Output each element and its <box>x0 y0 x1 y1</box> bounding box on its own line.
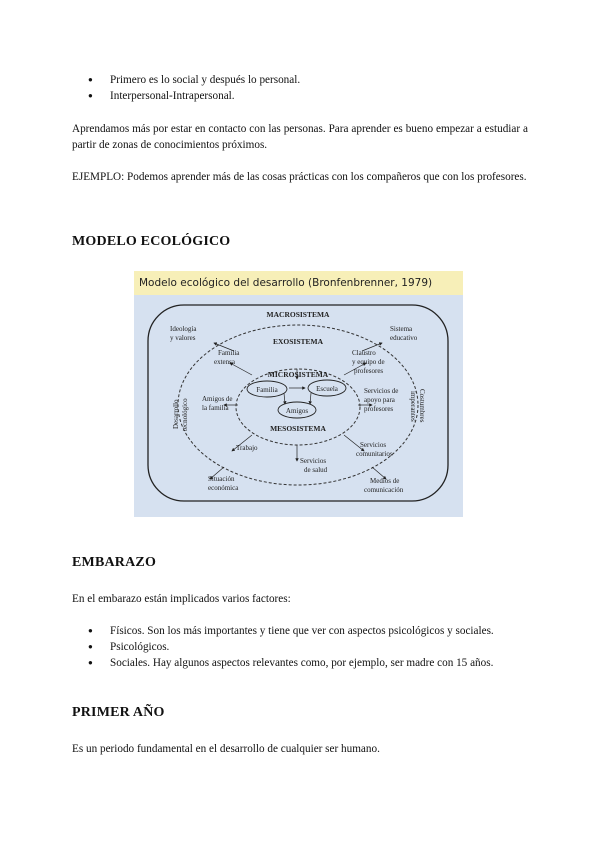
macrosistema-label: MACROSISTEMA <box>266 310 330 319</box>
heading-embarazo: EMBARAZO <box>72 555 157 570</box>
paragraph-1: Aprendamos más por estar en contacto con las personas. Para aprender es bueno empezar a estudiar a partir de zonas de conocimientos próximos. <box>72 123 528 151</box>
arrow <box>310 393 311 404</box>
servicios-apoyo-label-1: Servicios de <box>364 387 399 395</box>
escuela-label: Escuela <box>316 385 338 393</box>
amigos-label: Amigos <box>285 407 309 415</box>
claustro-label-3: profesores <box>354 367 384 375</box>
servicios-comunitarios-label-2: comunitarios <box>356 450 393 458</box>
ideologia-label-2: y valores <box>170 334 196 342</box>
servicios-salud-label-1: Servicios <box>300 457 327 465</box>
ecological-model-figure <box>134 271 463 517</box>
amigos-familia-label-2: la familia <box>202 404 229 412</box>
claustro-label-2: y equipo de <box>352 358 385 366</box>
costumbres-label-2: imperantes <box>409 391 417 422</box>
list-item: ● Primero es lo social y después lo personal. <box>72 72 300 88</box>
microsistema-label: MICROSISTEMA <box>267 370 329 379</box>
arrow <box>284 393 285 404</box>
sistema-educativo-label-1: Sistema <box>390 325 413 333</box>
ecological-model-diagram <box>134 295 463 517</box>
servicios-apoyo-label-2: apoyo para <box>364 396 395 404</box>
trabajo-label: Trabajo <box>236 444 258 452</box>
servicios-apoyo-label-3: profesores <box>364 405 394 413</box>
figure-caption: Modelo ecológico del desarrollo (Bronfenbrenner, 1979) <box>134 271 463 295</box>
list-item: ● Sociales. Hay algunos aspectos relevantes como, por ejemplo, ser madre con 15 años. <box>72 655 494 671</box>
bullet-list-2 <box>72 623 494 671</box>
paragraph-4: Es un periodo fundamental en el desarrollo de cualquier ser humano. <box>72 743 380 755</box>
heading-modelo-ecologico: MODELO ECOLÓGICO <box>72 234 231 249</box>
paragraph-3: En el embarazo están implicados varios factores: <box>72 593 291 605</box>
familia-label: Familia <box>256 386 278 394</box>
desarrollo-label-2: tecnológico <box>181 398 189 431</box>
heading-primer-ano: PRIMER AÑO <box>72 705 165 720</box>
list-item: ● Físicos. Son los más importantes y tiene que ver con aspectos psicológicos y sociales. <box>72 623 494 639</box>
familia-extensa-label-1: Familia <box>218 349 240 357</box>
desarrollo-label-1: Desarrollo <box>172 399 180 429</box>
mesosistema-label: MESOSISTEMA <box>270 424 326 433</box>
claustro-label-1: Claustro <box>352 349 376 357</box>
amigos-familia-label-1: Amigos de <box>202 395 233 403</box>
list-item: ● Interpersonal-Intrapersonal. <box>72 88 300 104</box>
servicios-comunitarios-label-1: Servicios <box>360 441 387 449</box>
medios-label-1: Medios de <box>370 477 400 485</box>
medios-label-2: comunicación <box>364 486 404 494</box>
familia-extensa-label-2: extensa <box>214 358 235 366</box>
list-item: ● Psicológicos. <box>72 639 494 655</box>
situacion-label-1: Situación <box>208 475 235 483</box>
servicios-salud-label-2: de salud <box>304 466 328 474</box>
exosistema-label: EXOSISTEMA <box>272 337 324 346</box>
costumbres-label-1: Costumbres <box>418 389 426 423</box>
situacion-label-2: económica <box>208 484 239 492</box>
paragraph-2: EJEMPLO: Podemos aprender más de las cosas prácticas con los compañeros que con los profesores. <box>72 171 527 183</box>
bullet-list-1 <box>72 72 300 104</box>
sistema-educativo-label-2: educativo <box>390 334 418 342</box>
ideologia-label-1: Ideología <box>170 325 197 333</box>
